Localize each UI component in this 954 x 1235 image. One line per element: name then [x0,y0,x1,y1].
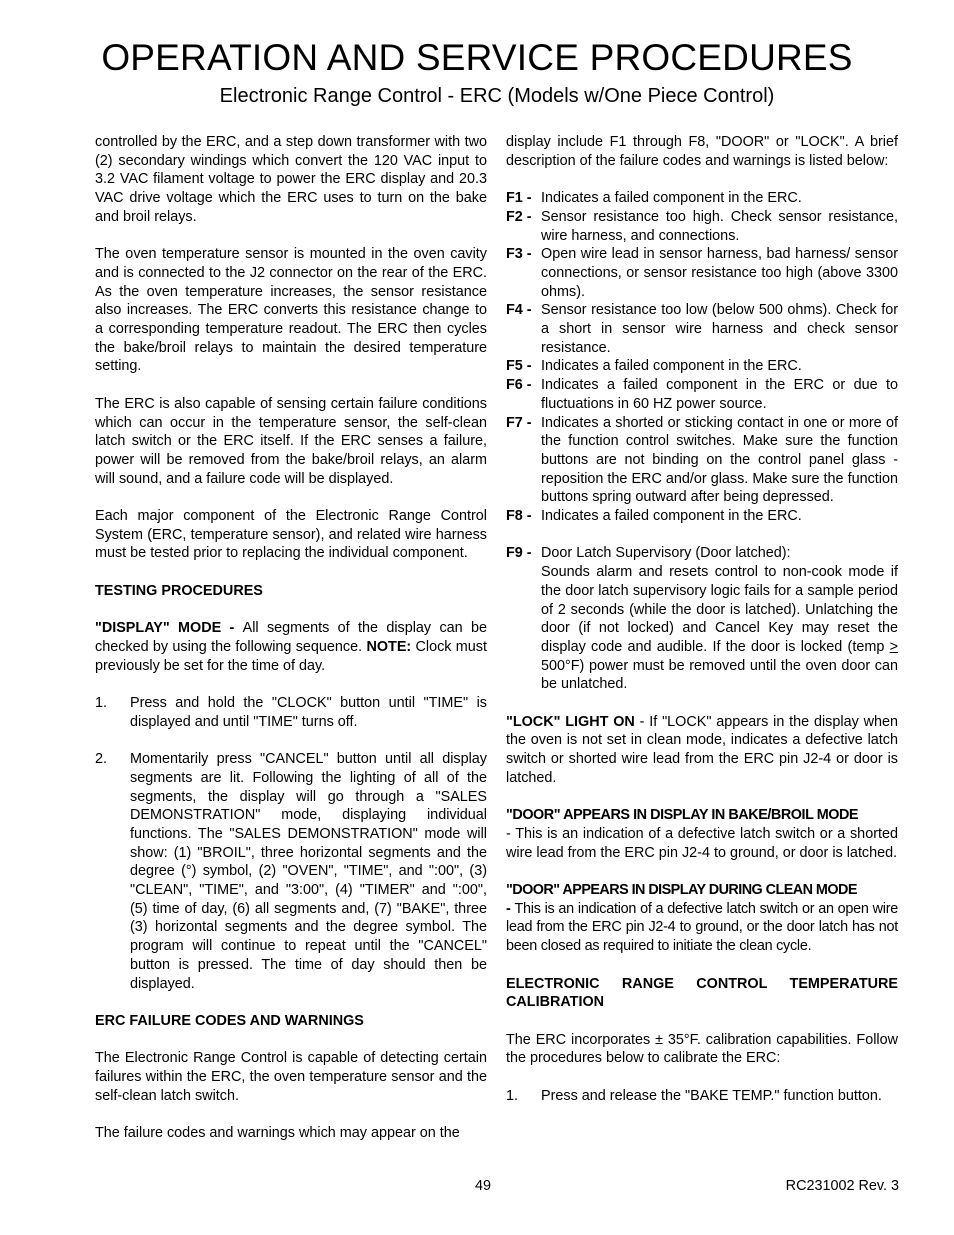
inline-text: - If "LOCK" appears in the display when the oven is not set in clean mode, indicates a defective latch switch or shorted wire lead from the ERC pin J2-4 or door is latched. [506,713,898,786]
failure-code: F8 - [506,508,532,525]
failure-code-text: Sensor resistance too low (below 500 ohms). Check for a short in sensor wire harness and check sensor resistance. [541,302,898,356]
failure-code-item [506,301,898,357]
failure-code: F5 - [506,358,532,375]
paragraph: The failure codes and warnings which may appear on the [95,1125,460,1142]
section-heading: ERC FAILURE CODES AND WARNINGS [95,1012,364,1029]
greater-equal-symbol: > [889,638,898,655]
paragraph: The ERC incorporates ± 35°F. calibration capabilities. Follow the procedures below to calibrate the ERC: [506,1031,898,1067]
revision-number: RC231002 Rev. 3 [785,1178,899,1194]
section-heading: TESTING PROCEDURES [95,582,263,599]
failure-code-text: Sensor resistance too high. Check sensor resistance, wire harness, and connections. [541,208,898,244]
failure-code-item [506,245,898,301]
section-heading: ELECTRONIC RANGE CONTROL TEMPERATURE CALIBRATION [506,975,898,1011]
section-heading: "DOOR" APPEARS IN DISPLAY IN BAKE/BROIL MODE [506,807,859,824]
failure-code-item [506,376,898,413]
list-text: Momentarily press "CANCEL" button until all display segments are lit. Following the lighting of all of the segments, the display will go through a "SALES DEMONSTRATION" mode, displaying individual functions. The "SALES DEMONSTRATION" mode will show: (1) "BROIL", three horizontal segments and the degree (°) symbol, (2) "OVEN", "TIME", and ":00", (3) "CLEAN", "TIME", and "3:00", (4) "TIMER" and ":00", (5) time of day, (6) all segments and, (7) "BAKE", three (3) horizontal segments and the degree symbol. The program will continue to repeat until the "CANCEL" button is pressed. The time of day should then be displayed. [130,751,487,992]
inline-text: Sounds alarm and resets control to non-cook mode if the door latch supervisory logic fails for a sample period of 2 seconds (while the door is latched). Unlatching the door (if not locked) and Cancel Key may reset the display code and audible. If the door is locked (temp [541,564,898,655]
list-item [95,750,487,993]
paragraph: The Electronic Range Control is capable of detecting certain failures within the ERC, the oven temperature sensor and the self-clean latch switch. [95,1050,487,1104]
failure-code-text: Indicates a shorted or sticking contact in one or more of the function control switches. Make sure the function buttons are not binding on the control panel glass - reposition the ERC and/or glass. Make sure the function buttons spring outward after being depressed. [541,414,898,506]
paragraph: controlled by the ERC, and a step down transformer with two (2) secondary windings which convert the 120 VAC input to 3.2 VAC filament voltage to power the ERC display and 20.3 VAC drive voltage which the ERC uses to turn on the bake and broil relays. [95,134,487,225]
left-column [95,133,487,1143]
inline-text: This is an indication of a defective latch switch or an open wire lead from the ERC pin J2-4 to ground, or the door latch has not been closed as required to initiate the clean cycle. [506,900,898,955]
failure-code: F3 - [506,246,532,263]
failure-code-item [506,208,898,245]
failure-code-detail [506,563,898,694]
inline-dash: - [506,900,515,917]
page-subtitle: Electronic Range Control - ERC (Models w/One Piece Control) [219,85,775,107]
failure-code-text: Door Latch Supervisory (Door latched): [541,545,791,562]
failure-code-text: Indicates a failed component in the ERC. [541,358,802,375]
page-title: OPERATION AND SERVICE PROCEDURES [101,37,853,78]
failure-code: F7 - [506,414,532,431]
note-label: NOTE: [366,638,412,655]
paragraph: The ERC is also capable of sensing certain failure conditions which can occur in the temperature sensor, the self-clean latch switch or the ERC itself. If the ERC senses a failure, power will be removed from the bake/broil relays, an alarm will sound, and a failure code will be displayed. [95,395,487,487]
paragraph [95,619,487,675]
failure-code: F4 - [506,302,532,319]
failure-code-text: Indicates a failed component in the ERC. [541,508,802,525]
paragraph: The oven temperature sensor is mounted in the oven cavity and is connected to the J2 connector on the rear of the ERC. As the oven temperature increases, the sensor resistance also increases. The ERC converts this resistance change to a corresponding temperature readout. The ERC then cycles the bake/broil relays to maintain the desired temperature setting. [95,246,487,375]
list-text: Press and hold the "CLOCK" button until "TIME" is displayed and until "TIME" turns off. [130,695,487,730]
list-item [95,694,487,731]
list-item [506,1087,898,1106]
inline-label: "LOCK" LIGHT ON [506,713,635,730]
inline-label: "DISPLAY" MODE - [95,620,243,637]
paragraph: - This is an indication of a defective latch switch or a shorted wire lead from the ERC pin J2-4 to ground, or door is latched. [506,825,898,861]
failure-code: F6 - [506,377,532,394]
failure-code-item [506,544,898,563]
failure-code: F2 - [506,208,532,225]
failure-code-item [506,507,898,526]
failure-code-item [506,414,898,508]
failure-code-item [506,357,898,376]
page-number: 49 [475,1178,492,1194]
failure-code-text: Open wire lead in sensor harness, bad harness/ sensor connections, or sensor resistance too high (above 3300 ohms). [541,246,898,300]
right-column [506,133,898,1105]
paragraph [506,900,898,956]
paragraph: display include F1 through F8, "DOOR" or "LOCK". A brief description of the failure codes and warnings is listed below: [506,134,898,169]
inline-text: 500°F) power must be removed until the oven door can be unlatched. [541,657,898,693]
paragraph: Each major component of the Electronic Range Control System (ERC, temperature sensor), and related wire harness must be tested prior to replacing the individual component. [95,508,487,562]
list-text: Press and release the "BAKE TEMP." function button. [541,1087,882,1104]
inline-text: All segments of the display can be checked by using the following sequence. [95,620,487,655]
list-number: 2. [95,751,108,768]
failure-code: F9 - [506,545,532,562]
failure-code: F1 - [506,190,532,207]
paragraph [506,713,898,788]
failure-code-item [506,189,898,208]
failure-code-text: Indicates a failed component in the ERC. [541,190,802,207]
section-heading: "DOOR" APPEARS IN DISPLAY DURING CLEAN MODE [506,882,857,899]
list-number: 1. [95,695,108,711]
failure-code-text: Indicates a failed component in the ERC or due to fluctuations in 60 HZ power source. [541,377,898,412]
list-number: 1. [506,1087,519,1104]
inline-text: Clock must previously be set for the time of day. [95,638,487,674]
